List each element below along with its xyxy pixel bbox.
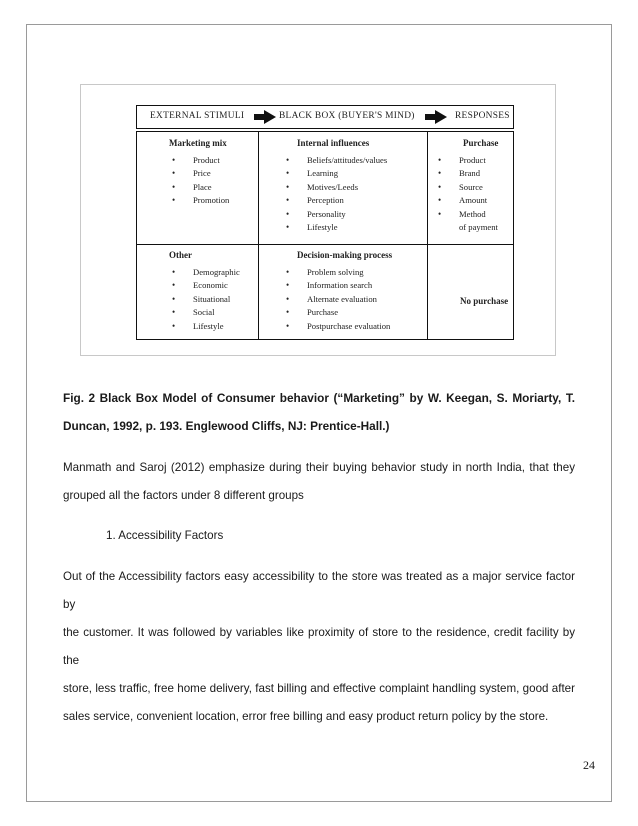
column-divider [258,132,259,339]
cell-title: Other [169,250,192,260]
numbered-list-item: 1. Accessibility Factors [106,529,224,542]
list-item: • Brand [435,167,498,180]
list-item: • Price [169,167,229,180]
list-item: • Method [435,208,498,221]
cell-marketing-mix [169,138,229,208]
black-box-diagram [136,105,514,340]
header-black-box: BLACK BOX (BUYER'S MIND) [279,111,415,121]
page-number: 24 [583,758,595,772]
header-external-stimuli: EXTERNAL STIMULI [150,111,245,121]
cell-other [169,250,240,333]
list-item: • Lifestyle [169,320,240,333]
arrow-right-icon [264,110,276,124]
list-item: • Learning [283,167,387,180]
list-item: • Alternate evaluation [283,293,392,306]
paragraph [63,563,575,731]
list-item: • Lifestyle [283,221,387,234]
caption-line: Fig. 2 Black Box Model of Consumer behavior (“Marketing” by W. Keegan, S. Moriarty, T. [63,391,575,405]
list-item: • Social [169,306,240,319]
list-item: • Information search [283,279,392,292]
arrow-right-icon [435,110,447,124]
list-item: • Economic [169,279,240,292]
list-item: • Problem solving [283,266,392,279]
paragraph-line: the customer. It was followed by variables like proximity of store to the residence, credit facility by the [63,626,575,667]
paragraph-line: Out of the Accessibility factors easy accessibility to the store was treated as a major service factor by [63,570,575,611]
cell-title: Marketing mix [169,138,227,148]
cell-title: Internal influences [297,138,370,148]
list-item: • Personality [283,208,387,221]
list-item: • Promotion [169,194,229,207]
header-responses: RESPONSES [455,111,510,121]
row-divider [137,244,513,245]
diagram-header [136,105,514,129]
list-item: • Source [435,181,498,194]
list-item: • Demographic [169,266,240,279]
column-divider [427,132,428,339]
list-item: • Motives/Leeds [283,181,387,194]
paragraph-line: sales service, convenient location, error free billing and easy product return policy by the store. [63,710,549,723]
paragraph-line: grouped all the factors under 8 different groups [63,489,304,502]
paragraph-line: store, less traffic, free home delivery, fast billing and effective complaint handling system, good after [63,682,575,695]
list-item: • Situational [169,293,240,306]
no-purchase-label: No purchase [460,296,509,306]
black-box-model-figure [80,84,556,356]
list-item: • Perception [283,194,387,207]
list-item: • Product [435,154,498,167]
caption-line: Duncan, 1992, p. 193. Englewood Cliffs, NJ: Prentice-Hall.) [63,419,390,433]
cell-title: Purchase [463,138,499,148]
list-item: • Beliefs/attitudes/values [283,154,387,167]
list-item: • Amount [435,194,498,207]
list-item: • Place [169,181,229,194]
diagram-grid [136,131,514,340]
cell-internal-influences [283,138,387,234]
paragraph-line: Manmath and Saroj (2012) emphasize during their buying behavior study in north India, that they [63,461,575,474]
list-item: • Postpurchase evaluation [283,320,392,333]
cell-title: Decision-making process [297,250,393,260]
paragraph [63,454,575,510]
list-item: • Product [169,154,229,167]
figure-caption [63,384,575,440]
list-item: of payment [459,222,498,233]
list-item: • Purchase [283,306,392,319]
cell-purchase [435,138,498,234]
cell-decision-making [283,250,392,333]
